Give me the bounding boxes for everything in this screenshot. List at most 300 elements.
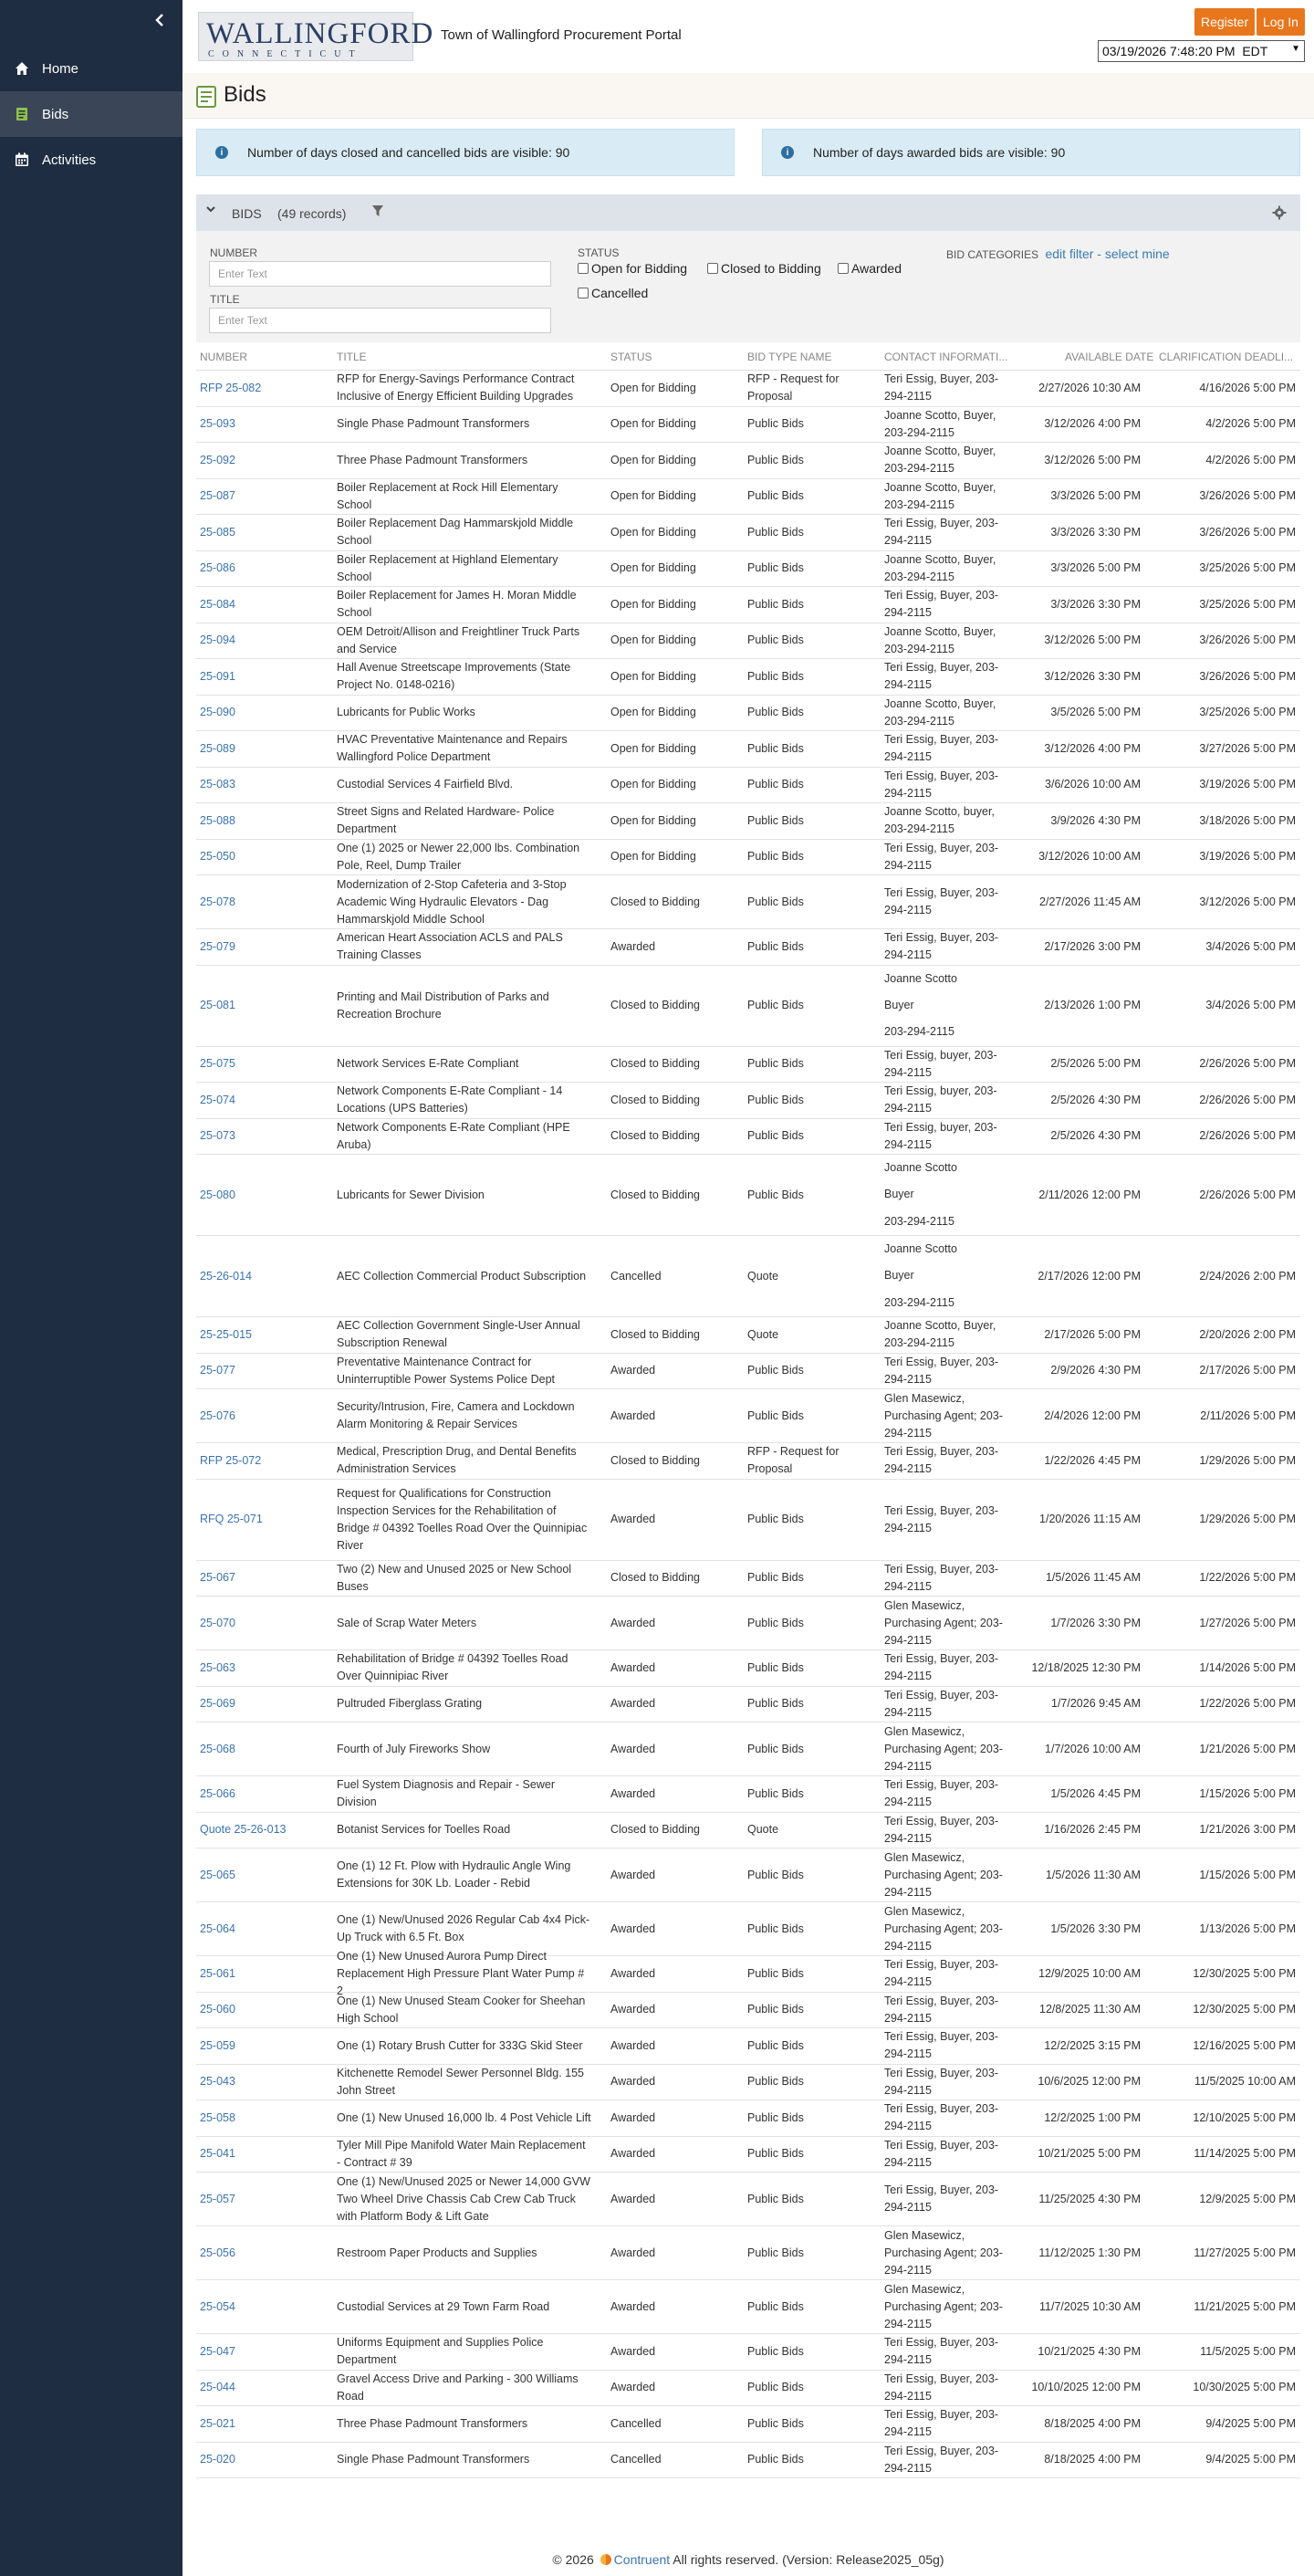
bid-number-link[interactable]: 25-064	[200, 1922, 235, 1935]
bid-clarification-deadline: 1/29/2026 5:00 PM	[1199, 1453, 1296, 1467]
table-row[interactable]	[196, 731, 1300, 768]
bid-type: Public Bids	[747, 2344, 804, 2358]
bid-clarification-deadline: 3/25/2026 5:00 PM	[1199, 597, 1296, 611]
table-row[interactable]	[196, 2443, 1300, 2479]
checkbox-box[interactable]	[578, 288, 589, 298]
bid-title: One (1) New/Unused 2025 or Newer 14,000 GVW Two Wheel Drive Chassis Cab Crew Cab Truck with Platform Body & Lift Gate	[337, 2174, 590, 2223]
table-row[interactable]	[196, 1119, 1300, 1156]
bid-clarification-deadline: 3/26/2026 5:00 PM	[1199, 634, 1296, 647]
bid-type: Public Bids	[747, 1868, 804, 1881]
bid-contact: Teri Essig, buyer, 203-294-2115	[884, 1120, 997, 1151]
bid-contact: Teri Essig, Buyer, 203-294-2115	[884, 2372, 999, 2403]
bid-available-date: 1/16/2026 2:45 PM	[1044, 1823, 1141, 1837]
bid-title: Boiler Replacement at Highland Elementary School	[337, 552, 558, 583]
table-row[interactable]	[196, 1354, 1300, 1390]
status-open-checkbox[interactable]	[578, 261, 687, 276]
bid-number-link[interactable]: 25-065	[200, 1868, 235, 1881]
bid-number-link[interactable]: 25-076	[200, 1408, 235, 1422]
bid-number-link[interactable]: 25-061	[200, 1966, 235, 1980]
bid-clarification-deadline: 2/26/2026 5:00 PM	[1199, 1093, 1296, 1106]
table-row[interactable]	[196, 2334, 1300, 2371]
table-row[interactable]	[196, 2028, 1300, 2065]
bid-number-link[interactable]: Quote 25-26-013	[200, 1823, 287, 1837]
bid-type: RFP - Request for Proposal	[747, 1445, 840, 1476]
bid-clarification-deadline: 12/16/2025 5:00 PM	[1193, 2038, 1296, 2052]
bid-contact: Teri Essig, Buyer, 203-294-2115	[884, 2138, 999, 2169]
column-header-bid-type[interactable]: BID TYPE NAME	[747, 351, 832, 363]
login-button[interactable]: Log In	[1257, 8, 1305, 36]
bid-status: Awarded	[610, 1660, 656, 1674]
bid-clarification-deadline: 9/4/2025 5:00 PM	[1205, 2416, 1296, 2430]
bid-available-date: 12/2/2025 3:15 PM	[1044, 2038, 1141, 2052]
bid-available-date: 3/9/2026 4:30 PM	[1050, 813, 1141, 827]
table-row[interactable]	[196, 875, 1300, 929]
bid-status: Open for Bidding	[610, 850, 696, 864]
bid-title: Sale of Scrap Water Meters	[337, 1616, 477, 1629]
bid-type: Public Bids	[747, 2192, 804, 2205]
bid-clarification-deadline: 2/24/2026 2:00 PM	[1199, 1269, 1296, 1283]
bid-type: RFP - Request for Proposal	[747, 372, 840, 403]
filter-icon[interactable]	[371, 204, 384, 217]
table-row[interactable]	[196, 1561, 1300, 1597]
table-row[interactable]	[196, 929, 1300, 966]
bid-number-link[interactable]: 25-084	[200, 597, 235, 611]
bid-clarification-deadline: 3/4/2026 5:00 PM	[1205, 939, 1296, 953]
timezone-value: 03/19/2026 7:48:20 PM EDT	[1102, 44, 1268, 58]
bid-number-link[interactable]: 25-060	[200, 2003, 235, 2016]
bid-contact: Glen Masewicz, Purchasing Agent; 203-294-2115	[884, 1904, 1003, 1953]
bid-clarification-deadline: 3/27/2026 5:00 PM	[1199, 741, 1296, 755]
bid-status: Awarded	[610, 1966, 656, 1980]
bid-number-link[interactable]: 25-074	[200, 1093, 235, 1106]
bid-available-date: 1/5/2026 11:45 AM	[1045, 1571, 1141, 1585]
table-row[interactable]	[196, 1155, 1300, 1236]
bid-title: Three Phase Padmount Transformers	[337, 2416, 528, 2430]
table-row[interactable]	[196, 1236, 1300, 1317]
bid-number-link[interactable]: 25-041	[200, 2147, 235, 2161]
bid-number-link[interactable]: 25-093	[200, 417, 235, 431]
select-mine-link[interactable]: select mine	[1104, 246, 1170, 261]
table-row[interactable]	[196, 1650, 1300, 1687]
title-filter-input[interactable]: Enter Text	[209, 308, 551, 333]
bid-available-date: 1/22/2026 4:45 PM	[1044, 1453, 1141, 1467]
bid-type: Public Bids	[747, 2147, 804, 2161]
table-row[interactable]	[196, 1813, 1300, 1849]
bid-status: Awarded	[610, 1742, 656, 1755]
status-closed-checkbox[interactable]	[707, 261, 821, 276]
bid-contact: Joanne Scotto, Buyer, 203-294-2115	[884, 408, 996, 439]
bid-title: One (1) New Unused Steam Cooker for Sheehan High School	[337, 1994, 586, 2025]
info-text: Number of days awarded bids are visible: 90	[813, 145, 1066, 160]
bid-number-link[interactable]: 25-057	[200, 2192, 235, 2205]
bid-type: Public Bids	[747, 1966, 804, 1980]
bid-available-date: 1/5/2026 4:45 PM	[1050, 1786, 1141, 1800]
contact-line: Buyer	[884, 1188, 914, 1201]
table-row[interactable]	[196, 1687, 1300, 1723]
bid-number-link[interactable]: 25-067	[200, 1571, 235, 1585]
bid-available-date: 2/9/2026 4:30 PM	[1050, 1364, 1141, 1377]
bid-status: Awarded	[610, 2003, 656, 2016]
bid-available-date: 3/5/2026 5:00 PM	[1050, 706, 1141, 719]
bid-status: Closed to Bidding	[610, 1057, 700, 1071]
bid-available-date: 3/12/2026 4:00 PM	[1044, 741, 1141, 755]
bid-type: Public Bids	[747, 741, 804, 755]
bid-number-link[interactable]: 25-25-015	[200, 1327, 252, 1341]
column-header-available-date[interactable]: AVAILABLE DATE	[1065, 351, 1154, 363]
checkbox-label: Awarded	[851, 261, 902, 276]
bid-number-link[interactable]: 25-090	[200, 706, 235, 719]
register-button[interactable]: Register	[1194, 8, 1255, 36]
bid-title: Three Phase Padmount Transformers	[337, 453, 528, 466]
status-filter-label: STATUS	[578, 246, 620, 259]
bid-status: Awarded	[610, 2075, 656, 2089]
sidebar-item-bids[interactable]	[0, 91, 182, 137]
table-row[interactable]	[196, 2406, 1300, 2443]
bid-clarification-deadline: 11/21/2025 5:00 PM	[1194, 2299, 1296, 2313]
bid-status: Open for Bidding	[610, 669, 696, 683]
bid-type: Public Bids	[747, 561, 804, 575]
bid-number-link[interactable]: 25-044	[200, 2381, 235, 2394]
bid-contact: Glen Masewicz, Purchasing Agent; 203-294-2115	[884, 1850, 1003, 1899]
bid-clarification-deadline: 11/5/2025 5:00 PM	[1200, 2344, 1296, 2358]
bid-clarification-deadline: 2/26/2026 5:00 PM	[1199, 1188, 1296, 1201]
bid-number-link[interactable]: 25-087	[200, 489, 235, 503]
bid-number-link[interactable]: 25-073	[200, 1129, 235, 1143]
table-row[interactable]	[196, 768, 1300, 804]
bid-available-date: 12/9/2025 10:00 AM	[1038, 1966, 1141, 1980]
sidebar-item-activities[interactable]	[0, 137, 182, 183]
bid-number-link[interactable]: 25-069	[200, 1697, 235, 1711]
page-header	[182, 73, 1314, 119]
info-icon: i	[781, 146, 794, 159]
bid-contact: Teri Essig, Buyer, 203-294-2115	[884, 661, 999, 692]
bid-contact: Teri Essig, buyer, 203-294-2115	[884, 1048, 997, 1079]
bid-contact: Joanne Scotto, buyer, 203-294-2115	[884, 805, 995, 836]
calendar-icon	[15, 152, 29, 167]
bid-type: Public Bids	[747, 1364, 804, 1377]
timezone-select[interactable]	[1098, 40, 1305, 62]
bid-available-date: 10/10/2025 12:00 PM	[1031, 2381, 1141, 2394]
table-row[interactable]	[196, 1389, 1300, 1443]
table-row[interactable]	[196, 479, 1300, 516]
bid-title: Network Components E-Rate Compliant (HPE Aruba)	[337, 1120, 570, 1151]
bid-type: Public Bids	[747, 1922, 804, 1935]
bid-number-link[interactable]: 25-020	[200, 2453, 235, 2466]
contact-line: Joanne Scotto	[884, 1161, 957, 1175]
bid-title: One (1) Rotary Brush Cutter for 333G Skid Steer	[337, 2038, 583, 2052]
table-row[interactable]	[196, 966, 1300, 1047]
bid-title: OEM Detroit/Allison and Freightliner Truck Parts and Service	[337, 624, 580, 655]
table-row[interactable]	[196, 1317, 1300, 1354]
bid-clarification-deadline: 1/22/2026 5:00 PM	[1199, 1697, 1296, 1711]
bid-type: Quote	[747, 1823, 779, 1837]
bid-status: Cancelled	[610, 2416, 662, 2430]
footer	[182, 2552, 1314, 2567]
bid-type: Public Bids	[747, 2453, 804, 2466]
column-header-number[interactable]: NUMBER	[200, 351, 248, 363]
bid-available-date: 11/25/2025 4:30 PM	[1038, 2192, 1141, 2205]
bid-contact: Teri Essig, Buyer, 203-294-2115	[884, 1778, 999, 1809]
bid-number-link[interactable]: 25-054	[200, 2299, 235, 2313]
bid-number-link[interactable]: 25-094	[200, 634, 235, 647]
table-row[interactable]	[196, 1047, 1300, 1084]
bid-status: Awarded	[610, 2192, 656, 2205]
table-row[interactable]	[196, 407, 1300, 444]
bid-clarification-deadline: 1/21/2026 3:00 PM	[1199, 1823, 1296, 1837]
status-cancelled-checkbox[interactable]	[578, 286, 648, 300]
edit-filter-link[interactable]: edit filter	[1045, 246, 1094, 261]
bid-status: Awarded	[610, 939, 656, 953]
bid-status: Open for Bidding	[610, 453, 696, 466]
bid-title: Printing and Mail Distribution of Parks and Recreation Brochure	[337, 990, 549, 1021]
contruent-link[interactable]: Contruent	[613, 2552, 671, 2567]
main-content	[182, 0, 1314, 119]
bid-number-link[interactable]: 25-26-014	[200, 1269, 252, 1283]
bid-clarification-deadline: 11/14/2025 5:00 PM	[1194, 2147, 1296, 2161]
table-row[interactable]	[196, 2137, 1300, 2173]
bid-title: Kitchenette Remodel Sewer Personnel Bldg. 155 John Street	[337, 2066, 584, 2097]
bid-contact: Teri Essig, Buyer, 203-294-2115	[884, 1958, 999, 1989]
bid-title: Boiler Replacement for James H. Moran Middle School	[337, 589, 577, 620]
table-row[interactable]	[196, 803, 1300, 840]
bid-contact: Teri Essig, Buyer, 203-294-2115	[884, 733, 999, 764]
bid-contact: Teri Essig, Buyer, 203-294-2115	[884, 1355, 999, 1386]
bid-status: Awarded	[610, 1408, 656, 1422]
column-header-clarification-deadline[interactable]: CLARIFICATION DEADLI...	[1159, 351, 1294, 363]
contact-line: Buyer	[884, 1269, 914, 1283]
bid-number-link[interactable]: 25-088	[200, 813, 235, 827]
contruent-logo-icon	[600, 2554, 611, 2565]
bid-clarification-deadline: 11/27/2025 5:00 PM	[1194, 2246, 1296, 2259]
bid-number-link[interactable]: 25-066	[200, 1786, 235, 1800]
info-text: Number of days closed and cancelled bids are visible: 90	[247, 145, 570, 160]
table-row[interactable]	[196, 1443, 1300, 1480]
wallingford-logo[interactable]	[198, 12, 434, 61]
bids-panel-header	[196, 194, 1300, 231]
bid-title: Two (2) New and Unused 2025 or New School Buses	[337, 1562, 572, 1593]
bid-available-date: 2/5/2026 4:30 PM	[1050, 1093, 1141, 1106]
bid-status: Cancelled	[610, 1269, 662, 1283]
table-row[interactable]	[196, 1597, 1300, 1650]
table-row[interactable]	[196, 696, 1300, 732]
bid-contact: Teri Essig, Buyer, 203-294-2115	[884, 841, 999, 872]
bid-available-date: 3/3/2026 3:30 PM	[1050, 525, 1141, 539]
bid-contact: Glen Masewicz, Purchasing Agent; 203-294-2115	[884, 1724, 1003, 1773]
bid-type: Public Bids	[747, 2299, 804, 2313]
bid-number-link[interactable]: 25-077	[200, 1364, 235, 1377]
info-icon: i	[215, 146, 228, 159]
bid-type: Public Bids	[747, 489, 804, 503]
bid-status: Awarded	[610, 1868, 656, 1881]
column-header-title[interactable]: TITLE	[337, 351, 367, 363]
table-row[interactable]	[196, 2065, 1300, 2101]
bid-clarification-deadline: 12/10/2025 5:00 PM	[1193, 2110, 1296, 2124]
checkbox-box[interactable]	[838, 263, 849, 274]
table-row[interactable]	[196, 515, 1300, 551]
bid-title: Single Phase Padmount Transformers	[337, 2453, 530, 2466]
chevron-down-icon[interactable]	[205, 204, 216, 215]
table-row[interactable]	[196, 840, 1300, 876]
bid-clarification-deadline: 3/25/2026 5:00 PM	[1199, 561, 1296, 575]
bid-clarification-deadline: 12/9/2025 5:00 PM	[1199, 2192, 1296, 2205]
bid-number-link[interactable]: 25-050	[200, 850, 235, 864]
bid-available-date: 1/7/2026 9:45 AM	[1051, 1697, 1141, 1711]
table-row[interactable]	[196, 2173, 1300, 2226]
bid-contact: Glen Masewicz, Purchasing Agent; 203-294-2115	[884, 1391, 1003, 1440]
table-row[interactable]	[196, 1480, 1300, 1561]
bid-clarification-deadline: 1/15/2026 5:00 PM	[1199, 1786, 1296, 1800]
bid-number-link[interactable]: RFQ 25-071	[200, 1513, 263, 1525]
bid-status: Awarded	[610, 2038, 656, 2052]
bid-title: Single Phase Padmount Transformers	[337, 417, 530, 431]
bid-type: Public Bids	[747, 850, 804, 864]
bid-contact: Teri Essig, Buyer, 203-294-2115	[884, 2444, 999, 2475]
bid-number-link[interactable]: 25-086	[200, 561, 235, 575]
table-row[interactable]	[196, 1993, 1300, 2029]
column-header-status[interactable]: STATUS	[610, 351, 652, 363]
bid-clarification-deadline: 3/26/2026 5:00 PM	[1199, 525, 1296, 539]
table-row[interactable]	[196, 443, 1300, 479]
bid-clarification-deadline: 2/11/2026 5:00 PM	[1200, 1408, 1296, 1422]
table-row[interactable]	[196, 1776, 1300, 1813]
bid-number-link[interactable]: 25-080	[200, 1188, 235, 1201]
bid-number-link[interactable]: 25-079	[200, 939, 235, 953]
bid-type: Public Bids	[747, 1093, 804, 1106]
bid-number-link[interactable]: 25-063	[200, 1660, 235, 1674]
bid-contact: Teri Essig, Buyer, 203-294-2115	[884, 589, 999, 620]
bid-type: Public Bids	[747, 2003, 804, 2016]
bid-contact: Teri Essig, Buyer, 203-294-2115	[884, 1688, 999, 1719]
checkbox-box[interactable]	[707, 263, 718, 274]
table-row[interactable]	[196, 659, 1300, 696]
bid-number-link[interactable]: 25-078	[200, 895, 235, 908]
bid-number-link[interactable]: 25-085	[200, 525, 235, 539]
bid-status: Closed to Bidding	[610, 1823, 700, 1837]
bid-clarification-deadline: 4/2/2026 5:00 PM	[1205, 417, 1296, 431]
bid-number-link[interactable]: 25-059	[200, 2038, 235, 2052]
bid-type: Public Bids	[747, 939, 804, 953]
bid-clarification-deadline: 12/30/2025 5:00 PM	[1193, 1966, 1296, 1980]
bid-status: Closed to Bidding	[610, 895, 700, 908]
bid-number-link[interactable]: 25-056	[200, 2246, 235, 2259]
bid-type: Public Bids	[747, 2381, 804, 2394]
table-row[interactable]	[196, 1723, 1300, 1776]
bid-type: Public Bids	[747, 2416, 804, 2430]
bid-number-link[interactable]: 25-070	[200, 1616, 235, 1629]
bid-status: Closed to Bidding	[610, 1453, 700, 1467]
bid-clarification-deadline: 12/30/2025 5:00 PM	[1193, 2003, 1296, 2016]
bid-number-link[interactable]: 25-068	[200, 1742, 235, 1755]
table-row[interactable]	[196, 1949, 1300, 1997]
table-row[interactable]	[196, 623, 1300, 660]
bid-title: Custodial Services at 29 Town Farm Road	[337, 2299, 550, 2313]
bid-contact: Joanne Scotto, Buyer, 203-294-2115	[884, 445, 996, 476]
bid-status: Awarded	[610, 2381, 656, 2394]
bid-number-link[interactable]: 25-081	[200, 999, 235, 1011]
bid-clarification-deadline: 11/5/2025 10:00 AM	[1194, 2075, 1296, 2089]
bid-contact	[884, 1155, 1012, 1235]
bid-contact	[884, 1236, 1012, 1316]
bid-type: Public Bids	[747, 2075, 804, 2089]
bid-clarification-deadline: 1/27/2026 5:00 PM	[1199, 1616, 1296, 1629]
bid-clarification-deadline: 1/22/2026 5:00 PM	[1199, 1571, 1296, 1585]
bid-status: Awarded	[610, 1513, 656, 1525]
bid-type: Quote	[747, 1269, 779, 1283]
bid-type: Public Bids	[747, 669, 804, 683]
bid-title: Preventative Maintenance Contract for Uninterruptible Power Systems Police Dept	[337, 1355, 555, 1386]
bid-type: Public Bids	[747, 1513, 804, 1525]
bid-clarification-deadline: 4/16/2026 5:00 PM	[1199, 381, 1296, 394]
table-row[interactable]	[196, 2371, 1300, 2407]
sidebar-item-home[interactable]	[0, 46, 182, 91]
bid-number-link[interactable]: 25-043	[200, 2075, 235, 2089]
collapse-sidebar-icon[interactable]	[153, 13, 170, 31]
number-filter-input[interactable]: Enter Text	[209, 261, 551, 287]
bid-number-link[interactable]: 25-092	[200, 453, 235, 466]
bid-clarification-deadline: 2/20/2026 2:00 PM	[1199, 1327, 1296, 1341]
bid-number-link[interactable]: RFP 25-082	[200, 381, 262, 394]
table-row[interactable]	[196, 2280, 1300, 2334]
bid-status: Awarded	[610, 1364, 656, 1377]
table-header	[196, 343, 1300, 371]
sidebar-item-label: Home	[42, 60, 79, 77]
bid-type: Public Bids	[747, 453, 804, 466]
bid-type: Public Bids	[747, 1408, 804, 1422]
bid-number-link[interactable]: 25-021	[200, 2416, 235, 2430]
status-awarded-checkbox[interactable]	[838, 261, 902, 276]
bid-contact: Teri Essig, Buyer, 203-294-2115	[884, 2102, 999, 2133]
bid-title: One (1) 2025 or Newer 22,000 lbs. Combination Pole, Reel, Dump Trailer	[337, 841, 580, 872]
panel-label: BIDS	[232, 206, 262, 221]
bid-number-link[interactable]: 25-047	[200, 2344, 235, 2358]
column-header-contact[interactable]: CONTACT INFORMATI...	[884, 351, 1007, 363]
gear-icon[interactable]	[1272, 205, 1287, 220]
bid-type: Public Bids	[747, 1616, 804, 1629]
table-row[interactable]	[196, 2100, 1300, 2137]
table-row[interactable]	[196, 551, 1300, 588]
bid-title: Security/Intrusion, Fire, Camera and Lockdown Alarm Monitoring & Repair Services	[337, 1400, 575, 1430]
bid-number-link[interactable]: 25-089	[200, 741, 235, 755]
bid-status: Closed to Bidding	[610, 1093, 700, 1106]
bid-title: Modernization of 2-Stop Cafeteria and 3-Stop Academic Wing Hydraulic Elevators - Dag Hammarskjold Middle School	[337, 877, 567, 926]
bid-available-date: 2/17/2026 12:00 PM	[1038, 1269, 1141, 1283]
bid-contact: Joanne Scotto, Buyer, 203-294-2115	[884, 624, 996, 655]
bid-title: Network Components E-Rate Compliant - 14 Locations (UPS Batteries)	[337, 1084, 563, 1115]
bid-available-date: 12/8/2025 11:30 AM	[1039, 2003, 1141, 2016]
bid-type: Public Bids	[747, 999, 804, 1011]
table-row[interactable]	[196, 2226, 1300, 2280]
bid-number-link[interactable]: 25-083	[200, 778, 235, 791]
bid-title: Custodial Services 4 Fairfield Blvd.	[337, 778, 514, 791]
bid-clarification-deadline: 3/25/2026 5:00 PM	[1199, 706, 1296, 719]
table-row[interactable]	[196, 587, 1300, 623]
bid-status: Awarded	[610, 1922, 656, 1935]
checkbox-box[interactable]	[578, 263, 589, 274]
table-row[interactable]	[196, 1848, 1300, 1902]
bid-categories-label: BID CATEGORIES	[946, 248, 1039, 261]
bid-status: Awarded	[610, 2110, 656, 2124]
table-row[interactable]	[196, 371, 1300, 407]
bid-number-link[interactable]: 25-058	[200, 2110, 235, 2124]
bid-number-link[interactable]: RFP 25-072	[200, 1453, 262, 1467]
bid-status: Awarded	[610, 2344, 656, 2358]
bid-number-link[interactable]: 25-075	[200, 1057, 235, 1071]
bid-status: Closed to Bidding	[610, 1571, 700, 1585]
copyright: © 2026	[552, 2552, 594, 2567]
table-row[interactable]	[196, 1083, 1300, 1119]
bid-type: Public Bids	[747, 1129, 804, 1143]
bid-number-link[interactable]: 25-091	[200, 669, 235, 683]
